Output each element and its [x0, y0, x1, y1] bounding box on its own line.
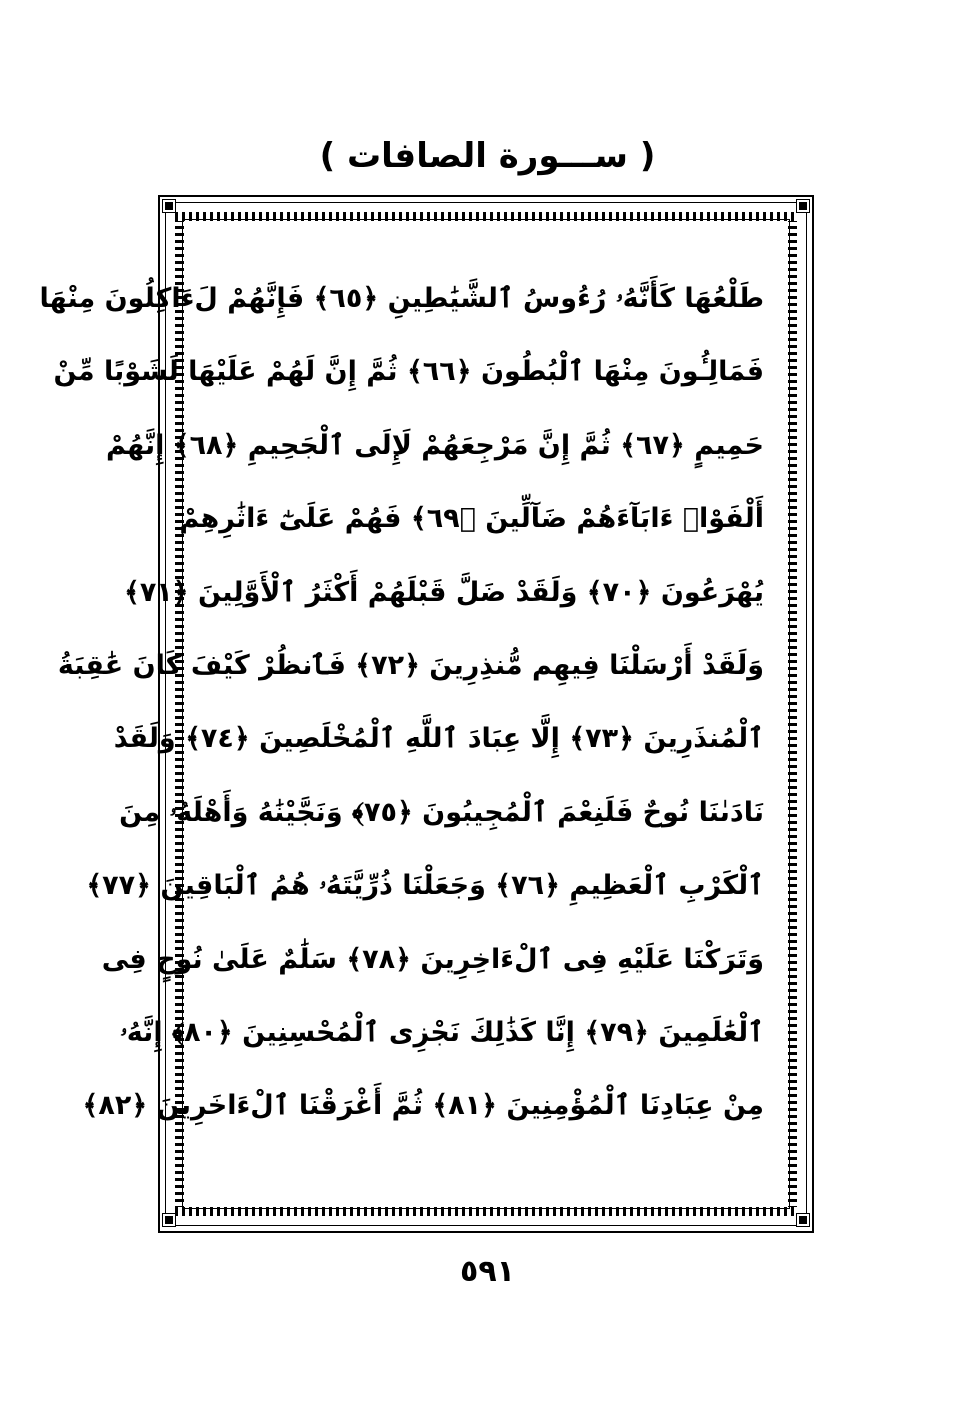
verse-line: أَلْفَوْا۟ ءَابَآءَهُمْ ضَآلِّينَ ﴿٦٩﴾ فَهُمْ عَلَىٰٓ ءَاثَٰرِهِمْ — [179, 503, 764, 535]
frame-corner-ornament-icon — [163, 1214, 175, 1226]
frame-corner-ornament-icon — [797, 200, 809, 212]
verse-line: فَمَالِـُٔونَ مِنْهَا ٱلْبُطُونَ ﴿٦٦﴾ ثُمَّ إِنَّ لَهُمْ عَلَيْهَا لَشَوْبًا مِّنْ — [53, 356, 764, 388]
verse-line: يُهْرَعُونَ ﴿٧٠﴾ وَلَقَدْ ضَلَّ قَبْلَهُمْ أَكْثَرُ ٱلْأَوَّلِينَ ﴿٧١﴾ — [123, 576, 764, 608]
verse-line: مِنْ عِبَادِنَا ٱلْمُؤْمِنِينَ ﴿٨١﴾ ثُمَّ أَغْرَقْنَا ٱلْءَاخَرِينَ ﴿٨٢﴾ — [82, 1090, 764, 1122]
verse-line: وَتَرَكْنَا عَلَيْهِ فِى ٱلْءَاخِرِينَ ﴿٧٨﴾ سَلَٰمٌ عَلَىٰ نُوحٍ فِى — [101, 943, 764, 975]
verse-line: ٱلْمُنذَرِينَ ﴿٧٣﴾ إِلَّا عِبَادَ ٱللَّهِ ٱلْمُخْلَصِينَ ﴿٧٤﴾ وَلَقَدْ — [113, 723, 764, 755]
page-number: ٥٩١ — [460, 1254, 515, 1289]
verse-line: وَلَقَدْ أَرْسَلْنَا فِيهِم مُّنذِرِينَ ﴿٧٢﴾ فَٱنظُرْ كَيْفَ كَانَ عَٰقِبَةُ — [57, 649, 764, 681]
verse-line: حَمِيمٍ ﴿٦٧﴾ ثُمَّ إِنَّ مَرْجِعَهُمْ لَإِلَى ٱلْجَحِيمِ ﴿٦٨﴾ إِنَّهُمْ — [105, 429, 764, 461]
verse-line: ٱلْكَرْبِ ٱلْعَظِيمِ ﴿٧٦﴾ وَجَعَلْنَا ذُرِّيَّتَهُۥ هُمُ ٱلْبَاقِينَ ﴿٧٧﴾ — [86, 870, 764, 902]
verse-line: ٱلْعَٰلَمِينَ ﴿٧٩﴾ إِنَّا كَذَٰلِكَ نَجْزِى ٱلْمُحْسِنِينَ ﴿٨٠﴾ إِنَّهُۥ — [120, 1016, 764, 1048]
verse-line: نَادَىٰنَا نُوحٌ فَلَنِعْمَ ٱلْمُجِيبُونَ ﴿٧٥﴾ وَنَجَّيْنَٰهُ وَأَهْلَهُۥ مِنَ — [119, 796, 764, 828]
surah-title: ( ســـورة الصافات ) — [319, 136, 656, 176]
verse-line: طَلْعُهَا كَأَنَّهُۥ رُءُوسُ ٱلشَّيَٰطِينِ ﴿٦٥﴾ فَإِنَّهُمْ لَءَاكِلُونَ مِنْهَا — [39, 283, 764, 314]
frame-corner-ornament-icon — [163, 200, 175, 212]
quran-text-body — [39, 262, 764, 1143]
frame-corner-ornament-icon — [797, 1214, 809, 1226]
